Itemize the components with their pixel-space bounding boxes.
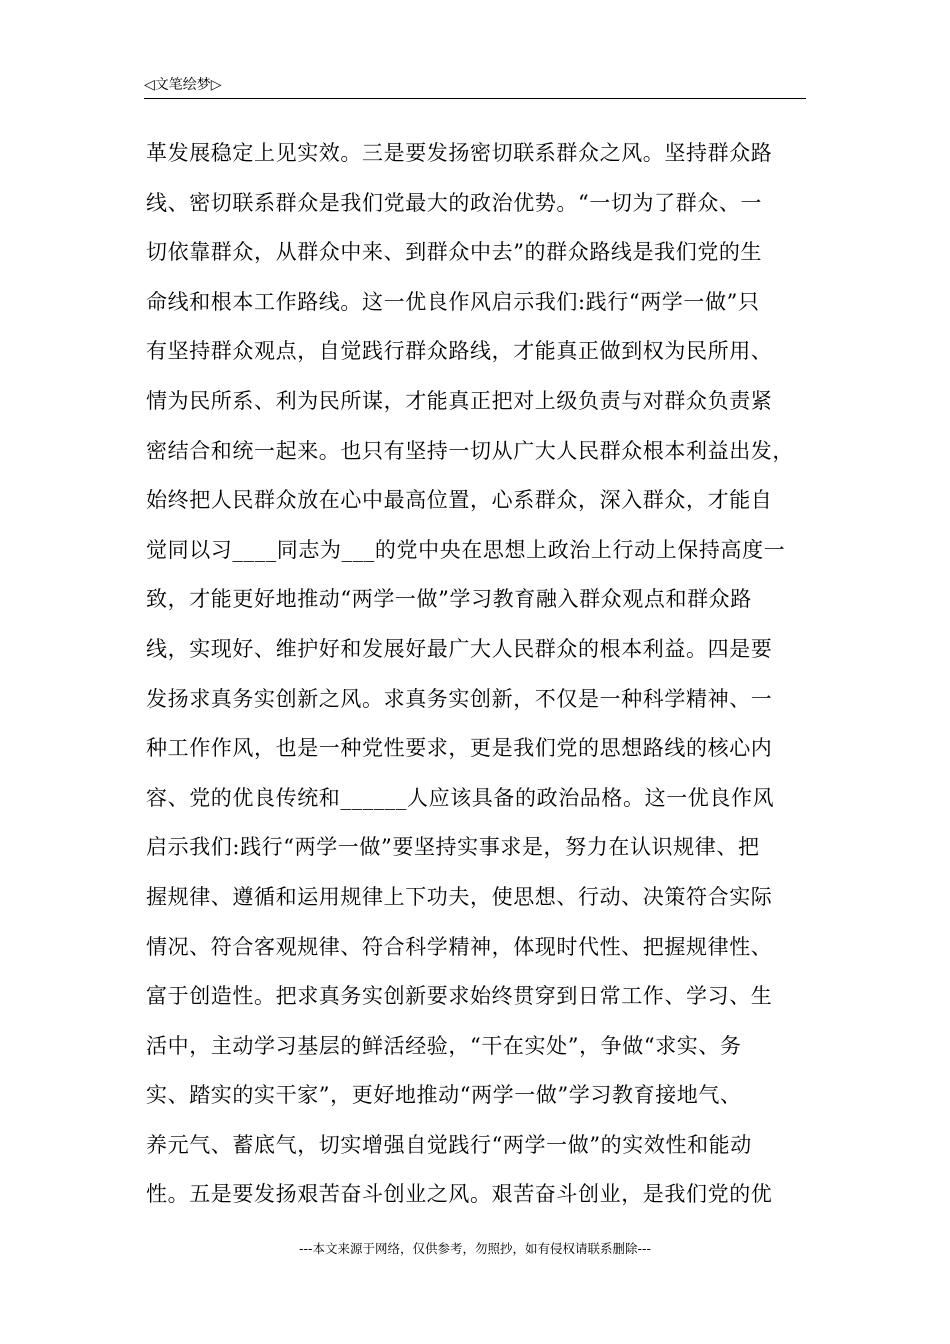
body-line: 性。五是要发扬艰苦奋斗创业之风。艰苦奋斗创业，是我们党的优	[146, 1182, 773, 1207]
body-line: 种工作作风，也是一种党性要求，更是我们党的思想路线的核心内	[146, 736, 773, 761]
body-line: 容、党的优良传统和______人应该具备的政治品格。这一优良作风	[146, 785, 775, 810]
body-line: 情况、符合客观规律、符合科学精神，体现时代性、把握规律性、	[146, 934, 773, 959]
body-line: 启示我们:践行“两学一做”要坚持实事求是，努力在认识规律、把	[146, 835, 760, 860]
body-line: 实、踏实的实干家”，更好地推动“两学一做”学习教育接地气、	[146, 1083, 742, 1108]
body-line: 情为民所系、利为民所谋，才能真正把对上级负责与对群众负责紧	[146, 388, 773, 413]
body-line: 活中，主动学习基层的鲜活经验，“干在实处”，争做“求实、务	[146, 1033, 742, 1058]
body-line: 线、密切联系群众是我们党最大的政治优势。“一切为了群众、一	[146, 190, 763, 215]
body-line: 握规律、遵循和运用规律上下功夫，使思想、行动、决策符合实际	[146, 884, 773, 909]
document-body	[146, 133, 826, 1224]
body-line: 有坚持群众观点，自觉践行群众路线，才能真正做到权为民所用、	[146, 339, 773, 364]
body-line: 富于创造性。把求真务实创新要求始终贯穿到日常工作、学习、生	[146, 984, 773, 1009]
body-line: 致，才能更好地推动“两学一做”学习教育融入群众观点和群众路	[146, 587, 752, 612]
page-header	[144, 74, 806, 99]
body-line: 觉同以习____同志为___的党中央在思想上政治上行动上保持高度一	[146, 537, 786, 562]
body-line: 发扬求真务实创新之风。求真务实创新，不仅是一种科学精神、一	[146, 686, 773, 711]
body-line: 革发展稳定上见实效。三是要发扬密切联系群众之风。坚持群众路	[146, 141, 773, 165]
header-title: ◁文笔绘梦▷	[144, 77, 222, 93]
body-line: 密结合和统一起来。也只有坚持一切从广大人民群众根本利益出发，	[146, 438, 794, 463]
body-line: 切依靠群众，从群众中来、到群众中去”的群众路线是我们党的生	[146, 240, 763, 265]
body-line: 养元气、蓄底气，切实增强自觉践行“两学一做”的实效性和能动	[146, 1132, 752, 1157]
page-footer: ---本文来源于网络，仅供参考，勿照抄，如有侵权请联系删除---	[298, 1241, 652, 1256]
body-line: 线，实现好、维护好和发展好最广大人民群众的根本利益。四是要	[146, 636, 773, 661]
body-line: 始终把人民群众放在心中最高位置，心系群众，深入群众，才能自	[146, 488, 773, 513]
body-line: 命线和根本工作路线。这一优良作风启示我们:践行“两学一做”只	[146, 289, 760, 314]
